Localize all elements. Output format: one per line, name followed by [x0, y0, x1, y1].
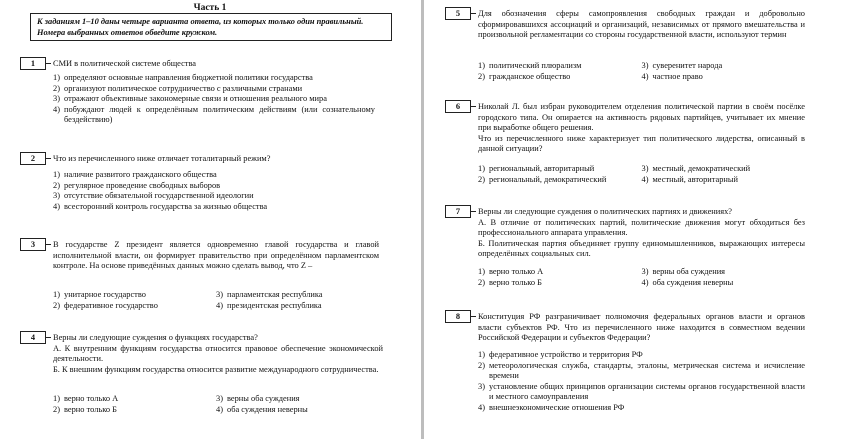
option-2[interactable]: 2) метеорологическая служба, стандарты, эталоны, метрическая система и исчисление времени — [478, 360, 805, 381]
question-text: Для обозначения сферы самопроявления свободных граждан и добровольно сформировавшихся ассоциаций и организаций, независимых от прямого вмешательства и произвольной регламентации со стороны государственной власти, используют термин — [478, 9, 805, 40]
options-list — [478, 267, 805, 288]
option-2[interactable]: 2) организуют политическое сотрудничество с различными странами — [53, 83, 303, 93]
option-1[interactable]: 1) верно только А — [53, 394, 119, 403]
option-3[interactable]: 3) парламентская республика — [216, 290, 323, 299]
question-text: В государстве Z президент является одновременно главой государства и главой исполнительной власти, он формирует правительство при определённом парламентском контроле. На основе приведённых данных можно сделать вывод, что Z – — [53, 240, 379, 271]
task-number: 5 — [445, 7, 471, 20]
options-list — [53, 73, 375, 126]
options-list — [53, 170, 375, 212]
task-number: 1 — [20, 57, 46, 70]
option-4[interactable]: 4) президентская республика — [216, 300, 322, 310]
task-8 — [445, 310, 805, 435]
option-4[interactable]: 4) частное право — [641, 71, 703, 81]
option-1[interactable]: 1) наличие развитого гражданского общества — [53, 170, 217, 179]
question-text — [478, 102, 805, 155]
situation-text: Николай Л. был избран руководителем отделения политической партии в своём посёлке городского типа. Он опирается на активность рядовых партийцев, учитывает их мнение при выработке общего решения. — [478, 102, 805, 133]
option-4[interactable]: 4) всесторонний контроль государства за жизнью общества — [53, 201, 268, 211]
options-list — [53, 394, 379, 415]
option-3[interactable]: 3) отсутствие обязательной государственной идеологии — [53, 191, 254, 201]
option-2[interactable]: 2) федеративное государство — [53, 300, 158, 310]
options-list — [478, 61, 805, 82]
statement-b: Б. К внешним функциям государства относится развитие международного сотрудничества. — [53, 364, 379, 374]
option-3[interactable]: 3) суверенитет народа — [641, 61, 723, 70]
option-3[interactable]: 3) верны оба суждения — [641, 267, 726, 276]
task-4 — [20, 331, 385, 431]
part-title: Часть 1 — [193, 3, 227, 13]
question-line: Верны ли следующие суждения о функциях государства? — [53, 333, 258, 342]
question-text: Что из перечисленного ниже отличает тоталитарный режим? — [53, 154, 271, 163]
option-1[interactable]: 1) унитарное государство — [53, 290, 146, 299]
option-4[interactable]: 4) оба суждения неверны — [216, 404, 308, 414]
page-divider — [421, 0, 424, 439]
option-4[interactable]: 4) побуждают людей к определённым политическим действиям (или сознательному бездействию) — [53, 104, 375, 125]
task-2 — [20, 152, 385, 222]
question-line: Что из перечисленного ниже характеризует тип политического лидерства, описанный в данной ситуации? — [478, 133, 805, 154]
option-2[interactable]: 2) гражданское общество — [478, 71, 571, 81]
option-3[interactable]: 3) верны оба суждения — [216, 394, 300, 403]
statement-a: А. В отличие от политических партий, политические движения могут обходиться без профессионального аппарата управления. — [478, 217, 805, 238]
task-number: 2 — [20, 152, 46, 165]
question-text: СМИ в политической системе общества — [53, 59, 197, 68]
options-list — [478, 164, 805, 185]
question-text: Конституция РФ разграничивает полномочия федеральных органов власти и органов власти субъектов РФ. Что из перечисленного ниже находится в совместном ведении Российской Федерации и субъектов Федерации? — [478, 312, 805, 343]
task-3 — [20, 238, 385, 318]
statement-a: А. К внутренним функциям государства относится правовое обеспечение экономической деятельности. — [53, 343, 383, 364]
question-line: Верны ли следующие суждения о политических партиях и движениях? — [478, 207, 733, 216]
option-2[interactable]: 2) региональный, демократический — [478, 174, 607, 184]
option-1[interactable]: 1) политический плюрализм — [478, 61, 582, 70]
task-number: 4 — [20, 331, 46, 344]
options-list — [478, 350, 805, 414]
task-5 — [445, 7, 805, 87]
options-list — [53, 290, 379, 311]
question-text — [53, 333, 383, 375]
task-number: 7 — [445, 205, 471, 218]
option-1[interactable]: 1) верно только А — [478, 267, 544, 276]
task-number: 6 — [445, 100, 471, 113]
task-number: 3 — [20, 238, 46, 251]
option-3[interactable]: 3) установление общих принципов организации системы органов государственной власти и местного самоуправления — [478, 381, 805, 402]
option-1[interactable]: 1) региональный, авторитарный — [478, 164, 595, 173]
option-4[interactable]: 4) местный, авторитарный — [641, 174, 739, 184]
instructions-box: К заданиям 1–10 даны четыре варианта ответа, из которых только один правильный. Номера выбранных ответов обведите кружком. — [30, 13, 392, 41]
option-2[interactable]: 2) верно только Б — [53, 404, 117, 414]
option-3[interactable]: 3) отражают объективные закономерные связи и отношения реального мира — [53, 94, 327, 104]
option-1[interactable]: 1) федеративное устройство и территория РФ — [478, 350, 643, 359]
option-4[interactable]: 4) внешнеэкономические отношения РФ — [478, 402, 625, 412]
task-6 — [445, 100, 805, 190]
task-1 — [20, 57, 385, 137]
option-3[interactable]: 3) местный, демократический — [641, 164, 751, 173]
question-text — [478, 207, 805, 260]
statement-b: Б. Политическая партия объединяет группу единомышленников, выражающих интересы определённых социальных сил. — [478, 238, 805, 259]
option-2[interactable]: 2) верно только Б — [478, 277, 542, 287]
option-2[interactable]: 2) регулярное проведение свободных выборов — [53, 180, 221, 190]
option-1[interactable]: 1) определяют основные направления бюджетной политики государства — [53, 73, 313, 82]
task-number: 8 — [445, 310, 471, 323]
task-7 — [445, 205, 805, 295]
option-4[interactable]: 4) оба суждения неверны — [641, 277, 734, 287]
